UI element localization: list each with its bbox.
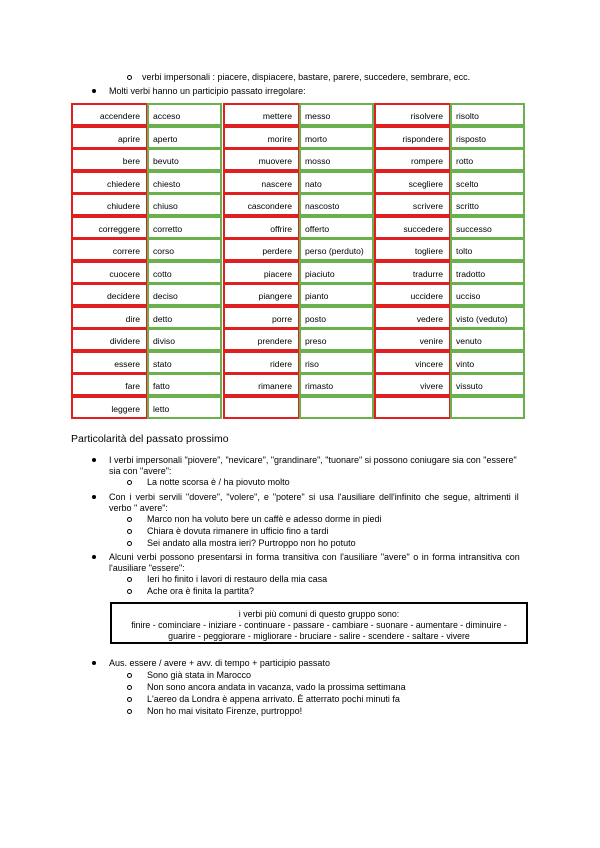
- participle-cell: perso (perduto): [299, 238, 374, 261]
- participle-cell: rotto: [450, 148, 525, 171]
- section-title: Particolarità del passato prossimo: [71, 433, 229, 445]
- participle-cell: corretto: [147, 216, 222, 239]
- participle-cell: chiuso: [147, 193, 222, 216]
- infinitive-cell: venire: [374, 328, 451, 351]
- infinitive-cell: piangere: [223, 283, 300, 306]
- circle-bullet-icon: [127, 589, 132, 594]
- infinitive-cell: nascere: [223, 171, 300, 194]
- circle-bullet-icon: [127, 75, 132, 80]
- infinitive-cell: dire: [71, 306, 148, 329]
- participle-cell: messo: [299, 103, 374, 126]
- infinitive-cell: muovere: [223, 148, 300, 171]
- infinitive-cell: [374, 396, 451, 419]
- participle-cell: deciso: [147, 283, 222, 306]
- participle-cell: letto: [147, 396, 222, 419]
- infinitive-cell: uccidere: [374, 283, 451, 306]
- infinitive-cell: leggere: [71, 396, 148, 419]
- infinitive-cell: vivere: [374, 373, 451, 396]
- infinitive-cell: morire: [223, 126, 300, 149]
- participle-cell: ucciso: [450, 283, 525, 306]
- participle-cell: stato: [147, 351, 222, 374]
- participle-cell: risolto: [450, 103, 525, 126]
- infinitive-cell: togliere: [374, 238, 451, 261]
- infinitive-cell: correggere: [71, 216, 148, 239]
- participle-cell: piaciuto: [299, 261, 374, 284]
- infinitive-cell: ridere: [223, 351, 300, 374]
- participle-cell: bevuto: [147, 148, 222, 171]
- circle-bullet-icon: [127, 673, 132, 678]
- infinitive-cell: prendere: [223, 328, 300, 351]
- infinitive-cell: vincere: [374, 351, 451, 374]
- bullet-text: Alcuni verbi possono presentarsi in forma transitiva con l'ausiliare "avere" o in forma intransitiva con: [109, 552, 520, 562]
- infinitive-cell: rimanere: [223, 373, 300, 396]
- irregular-participle-table: [71, 103, 526, 419]
- circle-bullet-icon: [127, 517, 132, 522]
- example-text: La notte scorsa è / ha piovuto molto: [147, 477, 290, 487]
- bullet-text: l'ausiliare "essere":: [109, 563, 185, 573]
- infinitive-cell: piacere: [223, 261, 300, 284]
- bullet-text: Con i verbi servili "dovere", "volere", e "potere" si usa l'ausiliare dell'infinito che segue, altrimenti il: [109, 492, 519, 502]
- example-text: Non sono ancora andata in vacanza, vado la prossima settimana: [147, 682, 406, 692]
- participle-cell: offerto: [299, 216, 374, 239]
- infinitive-cell: chiudere: [71, 193, 148, 216]
- circle-bullet-icon: [127, 529, 132, 534]
- participle-cell: morto: [299, 126, 374, 149]
- participle-cell: nato: [299, 171, 374, 194]
- infinitive-cell: cuocere: [71, 261, 148, 284]
- infinitive-cell: accendere: [71, 103, 148, 126]
- participle-cell: detto: [147, 306, 222, 329]
- participle-cell: acceso: [147, 103, 222, 126]
- infinitive-cell: essere: [71, 351, 148, 374]
- infinitive-cell: cascondere: [223, 193, 300, 216]
- participle-cell: risposto: [450, 126, 525, 149]
- infinitive-cell: fare: [71, 373, 148, 396]
- participle-cell: mosso: [299, 148, 374, 171]
- participle-cell: riso: [299, 351, 374, 374]
- circle-bullet-icon: [127, 577, 132, 582]
- infinitive-cell: bere: [71, 148, 148, 171]
- infinitive-cell: aprire: [71, 126, 148, 149]
- example-text: Marco non ha voluto bere un caffè e adesso dorme in piedi: [147, 514, 382, 524]
- circle-bullet-icon: [127, 480, 132, 485]
- participle-cell: [299, 396, 374, 419]
- example-text: L'aereo da Londra è appena arrivato. È atterrato pochi minuti fa: [147, 694, 400, 704]
- example-text: Ieri ho finito i lavori di restauro della mia casa: [147, 574, 328, 584]
- example-text: Sono già stata in Marocco: [147, 670, 252, 680]
- infinitive-cell: porre: [223, 306, 300, 329]
- participle-cell: venuto: [450, 328, 525, 351]
- participle-cell: preso: [299, 328, 374, 351]
- bullet-text: sia con "avere":: [109, 466, 172, 476]
- participle-cell: aperto: [147, 126, 222, 149]
- participle-cell: scelto: [450, 171, 525, 194]
- box-line: finire - cominciare - iniziare - continuare - passare - cambiare - suonare - aumentare - diminuire -: [131, 620, 507, 630]
- bullet-text: verbo " avere":: [109, 503, 168, 513]
- infinitive-cell: tradurre: [374, 261, 451, 284]
- disc-bullet-icon: [92, 661, 96, 665]
- participle-cell: successo: [450, 216, 525, 239]
- infinitive-cell: decidere: [71, 283, 148, 306]
- participle-cell: rimasto: [299, 373, 374, 396]
- infinitive-cell: perdere: [223, 238, 300, 261]
- common-verbs-box: [110, 602, 528, 644]
- impersonal-verbs-line: verbi impersonali : piacere, dispiacere, bastare, parere, succedere, sembrare, ecc.: [142, 72, 471, 82]
- example-text: Chiara è dovuta rimanere in ufficio fino a tardi: [147, 526, 329, 536]
- infinitive-cell: risolvere: [374, 103, 451, 126]
- bullet-text: Aus. essere / avere + avv. di tempo + participio passato: [109, 658, 330, 668]
- irregular-participle-line: Molti verbi hanno un participio passato irregolare:: [109, 86, 306, 96]
- participle-cell: visto (veduto): [450, 306, 525, 329]
- participle-cell: pianto: [299, 283, 374, 306]
- box-line: guarire - peggiorare - migliorare - bruciare - salire - scendere - saltare - vivere: [168, 631, 470, 641]
- participle-cell: scritto: [450, 193, 525, 216]
- infinitive-cell: mettere: [223, 103, 300, 126]
- participle-cell: tradotto: [450, 261, 525, 284]
- infinitive-cell: rispondere: [374, 126, 451, 149]
- participle-cell: nascosto: [299, 193, 374, 216]
- disc-bullet-icon: [92, 89, 96, 93]
- disc-bullet-icon: [92, 495, 96, 499]
- infinitive-cell: succedere: [374, 216, 451, 239]
- circle-bullet-icon: [127, 709, 132, 714]
- circle-bullet-icon: [127, 697, 132, 702]
- infinitive-cell: scrivere: [374, 193, 451, 216]
- participle-cell: tolto: [450, 238, 525, 261]
- box-title: i verbi più comuni di questo gruppo sono:: [238, 609, 400, 619]
- example-text: Ache ora è finita la partita?: [147, 586, 255, 596]
- participle-cell: fatto: [147, 373, 222, 396]
- infinitive-cell: dividere: [71, 328, 148, 351]
- infinitive-cell: vedere: [374, 306, 451, 329]
- infinitive-cell: chiedere: [71, 171, 148, 194]
- circle-bullet-icon: [127, 541, 132, 546]
- infinitive-cell: rompere: [374, 148, 451, 171]
- example-text: Non ho mai visitato Firenze, purtroppo!: [147, 706, 303, 716]
- infinitive-cell: scegliere: [374, 171, 451, 194]
- circle-bullet-icon: [127, 685, 132, 690]
- example-text: Sei andato alla mostra ieri? Purtroppo non ho potuto: [147, 538, 356, 548]
- participle-cell: corso: [147, 238, 222, 261]
- participle-cell: vissuto: [450, 373, 525, 396]
- participle-cell: diviso: [147, 328, 222, 351]
- participle-cell: vinto: [450, 351, 525, 374]
- bullet-text: I verbi impersonali "piovere", "nevicare", "grandinare", "tuonare" si possono coniugare sia con "essere": [109, 455, 517, 465]
- disc-bullet-icon: [92, 555, 96, 559]
- participle-cell: posto: [299, 306, 374, 329]
- participle-cell: cotto: [147, 261, 222, 284]
- participle-cell: chiesto: [147, 171, 222, 194]
- disc-bullet-icon: [92, 458, 96, 462]
- infinitive-cell: correre: [71, 238, 148, 261]
- infinitive-cell: [223, 396, 300, 419]
- participle-cell: [450, 396, 525, 419]
- infinitive-cell: offrire: [223, 216, 300, 239]
